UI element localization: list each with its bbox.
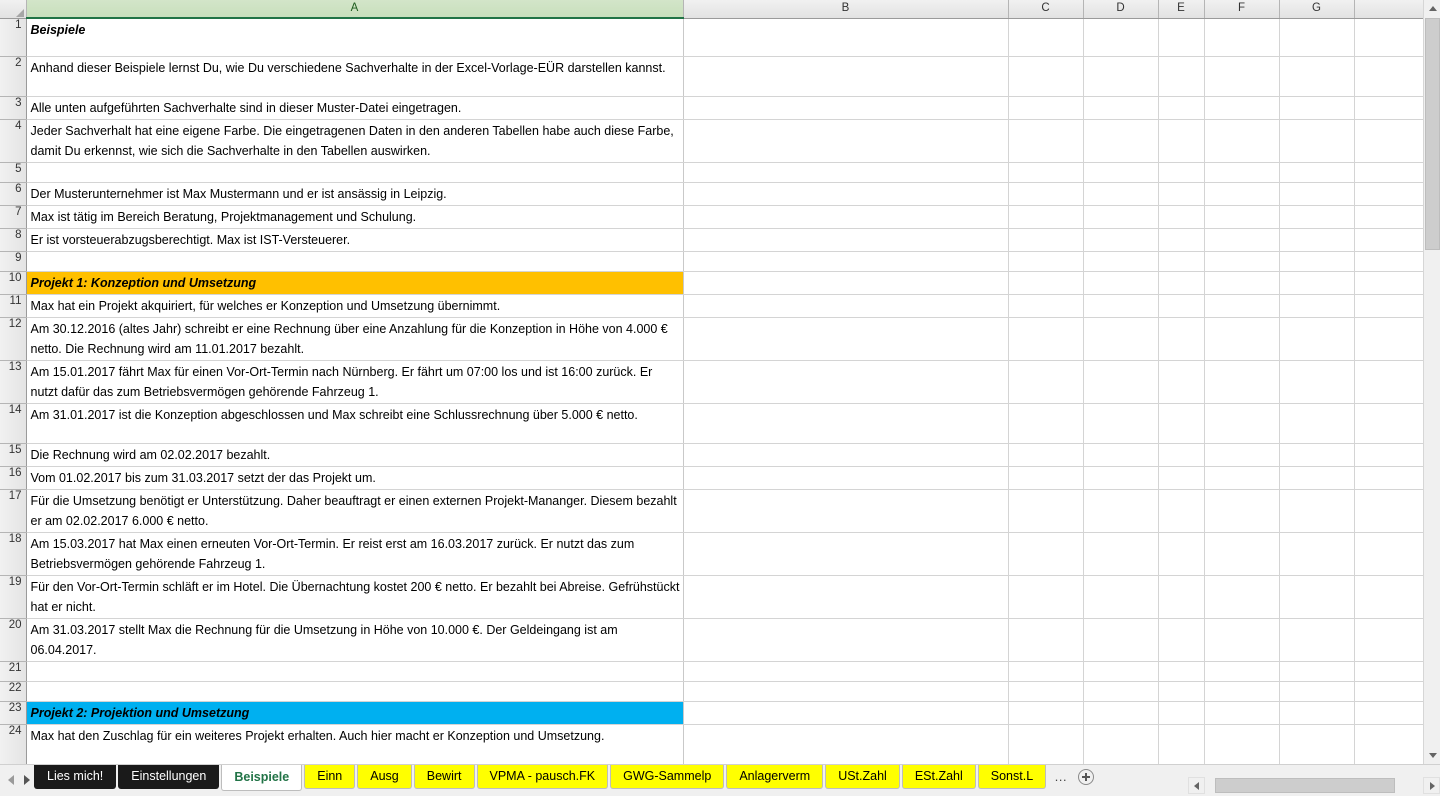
cell-H14[interactable] bbox=[1354, 403, 1423, 443]
cell-A21[interactable] bbox=[26, 661, 683, 681]
cell-C18[interactable] bbox=[1008, 532, 1083, 575]
cell-D8[interactable] bbox=[1083, 228, 1158, 251]
cell-A5[interactable] bbox=[26, 162, 683, 182]
select-all-triangle-icon bbox=[16, 9, 24, 17]
row-header-7[interactable]: 7 bbox=[0, 205, 26, 228]
cell-A15[interactable]: Die Rechnung wird am 02.02.2017 bezahlt. bbox=[26, 443, 683, 466]
sheet-row[interactable] bbox=[0, 294, 1423, 317]
sheet-row[interactable] bbox=[0, 96, 1423, 119]
cell-G1[interactable] bbox=[1279, 18, 1354, 56]
cell-G12[interactable] bbox=[1279, 317, 1354, 360]
cell-C13[interactable] bbox=[1008, 360, 1083, 403]
sheet-row[interactable] bbox=[0, 360, 1423, 403]
cell-E21[interactable] bbox=[1158, 661, 1204, 681]
row-header-24[interactable]: 24 bbox=[0, 724, 26, 764]
cell-F12[interactable] bbox=[1204, 317, 1279, 360]
cell-C24[interactable] bbox=[1008, 724, 1083, 764]
cell-F24[interactable] bbox=[1204, 724, 1279, 764]
horizontal-scroll-thumb[interactable] bbox=[1215, 778, 1395, 793]
cell-F1[interactable] bbox=[1204, 18, 1279, 56]
cell-D3[interactable] bbox=[1083, 96, 1158, 119]
cell-G23[interactable] bbox=[1279, 701, 1354, 724]
cell-F8[interactable] bbox=[1204, 228, 1279, 251]
cell-G6[interactable] bbox=[1279, 182, 1354, 205]
row-header-1[interactable]: 1 bbox=[0, 18, 26, 56]
cell-E2[interactable] bbox=[1158, 56, 1204, 96]
vertical-scroll-thumb[interactable] bbox=[1425, 18, 1440, 250]
sheet-row[interactable] bbox=[0, 466, 1423, 489]
cell-G19[interactable] bbox=[1279, 575, 1354, 618]
cell-C15[interactable] bbox=[1008, 443, 1083, 466]
cell-D20[interactable] bbox=[1083, 618, 1158, 661]
cell-B24[interactable] bbox=[683, 724, 1008, 764]
cell-G21[interactable] bbox=[1279, 661, 1354, 681]
sheet-row[interactable] bbox=[0, 162, 1423, 182]
cell-D17[interactable] bbox=[1083, 489, 1158, 532]
row-header-17[interactable]: 17 bbox=[0, 489, 26, 532]
cell-E9[interactable] bbox=[1158, 251, 1204, 271]
row-header-9[interactable]: 9 bbox=[0, 251, 26, 271]
cell-B17[interactable] bbox=[683, 489, 1008, 532]
cell-E22[interactable] bbox=[1158, 681, 1204, 701]
cell-D23[interactable] bbox=[1083, 701, 1158, 724]
sheet-row[interactable] bbox=[0, 575, 1423, 618]
cell-A24[interactable]: Max hat den Zuschlag für ein weiteres Projekt erhalten. Auch hier macht er Konzeption und Umsetzung. bbox=[26, 724, 683, 764]
cell-F3[interactable] bbox=[1204, 96, 1279, 119]
row-header-16[interactable]: 16 bbox=[0, 466, 26, 489]
sheet-body[interactable] bbox=[0, 18, 1423, 764]
scroll-up-button[interactable] bbox=[1424, 0, 1440, 17]
cell-H7[interactable] bbox=[1354, 205, 1423, 228]
cell-E10[interactable] bbox=[1158, 271, 1204, 294]
cell-B11[interactable] bbox=[683, 294, 1008, 317]
hscroll-right-button[interactable] bbox=[1423, 777, 1440, 794]
cell-C3[interactable] bbox=[1008, 96, 1083, 119]
tab-scroll-left-icon[interactable] bbox=[8, 775, 14, 785]
cell-F7[interactable] bbox=[1204, 205, 1279, 228]
cell-C2[interactable] bbox=[1008, 56, 1083, 96]
chevron-down-icon bbox=[1429, 753, 1437, 758]
cell-G16[interactable] bbox=[1279, 466, 1354, 489]
cell-H24[interactable] bbox=[1354, 724, 1423, 764]
vertical-scrollbar[interactable] bbox=[1423, 0, 1440, 764]
cell-G7[interactable] bbox=[1279, 205, 1354, 228]
cell-B10[interactable] bbox=[683, 271, 1008, 294]
sheet-row[interactable] bbox=[0, 182, 1423, 205]
cell-A12[interactable]: Am 30.12.2016 (altes Jahr) schreibt er eine Rechnung über eine Anzahlung für die Konzeption in Höhe von 4.000 € netto. Die Rechnung wird am 11.01.2017 bezahlt. bbox=[26, 317, 683, 360]
row-header-18[interactable]: 18 bbox=[0, 532, 26, 575]
cell-B21[interactable] bbox=[683, 661, 1008, 681]
sheet-row[interactable] bbox=[0, 532, 1423, 575]
cell-C6[interactable] bbox=[1008, 182, 1083, 205]
cell-E11[interactable] bbox=[1158, 294, 1204, 317]
row-header-15[interactable]: 15 bbox=[0, 443, 26, 466]
cell-H1[interactable] bbox=[1354, 18, 1423, 56]
cell-A18[interactable]: Am 15.03.2017 hat Max einen erneuten Vor-Ort-Termin. Er reist erst am 16.03.2017 zurück. Er nutzt das zum Betriebsvermögen gehörende Fahrzeug 1. bbox=[26, 532, 683, 575]
cell-A3[interactable]: Alle unten aufgeführten Sachverhalte sind in dieser Muster-Datei eingetragen. bbox=[26, 96, 683, 119]
cell-B18[interactable] bbox=[683, 532, 1008, 575]
row-header-6[interactable]: 6 bbox=[0, 182, 26, 205]
cell-B14[interactable] bbox=[683, 403, 1008, 443]
cell-H11[interactable] bbox=[1354, 294, 1423, 317]
row-header-20[interactable]: 20 bbox=[0, 618, 26, 661]
cell-D14[interactable] bbox=[1083, 403, 1158, 443]
cell-A11[interactable]: Max hat ein Projekt akquiriert, für welches er Konzeption und Umsetzung übernimmt. bbox=[26, 294, 683, 317]
cell-F19[interactable] bbox=[1204, 575, 1279, 618]
sheet-tabs[interactable] bbox=[34, 765, 1048, 795]
cell-E23[interactable] bbox=[1158, 701, 1204, 724]
cell-D21[interactable] bbox=[1083, 661, 1158, 681]
cell-H15[interactable] bbox=[1354, 443, 1423, 466]
cell-D4[interactable] bbox=[1083, 119, 1158, 162]
cell-B2[interactable] bbox=[683, 56, 1008, 96]
cell-B13[interactable] bbox=[683, 360, 1008, 403]
cell-E4[interactable] bbox=[1158, 119, 1204, 162]
cell-H2[interactable] bbox=[1354, 56, 1423, 96]
row-header-2[interactable]: 2 bbox=[0, 56, 26, 96]
cell-C12[interactable] bbox=[1008, 317, 1083, 360]
cell-A14[interactable]: Am 31.01.2017 ist die Konzeption abgeschlossen und Max schreibt eine Schlussrechnung über 5.000 € netto. bbox=[26, 403, 683, 443]
cell-G18[interactable] bbox=[1279, 532, 1354, 575]
cell-E20[interactable] bbox=[1158, 618, 1204, 661]
column-header-E[interactable]: E bbox=[1158, 0, 1204, 18]
cell-B3[interactable] bbox=[683, 96, 1008, 119]
cell-B23[interactable] bbox=[683, 701, 1008, 724]
cell-E12[interactable] bbox=[1158, 317, 1204, 360]
cell-H8[interactable] bbox=[1354, 228, 1423, 251]
cell-F20[interactable] bbox=[1204, 618, 1279, 661]
cell-B7[interactable] bbox=[683, 205, 1008, 228]
cell-G11[interactable] bbox=[1279, 294, 1354, 317]
plus-v-icon bbox=[1085, 773, 1087, 781]
column-header-D[interactable]: D bbox=[1083, 0, 1158, 18]
cell-F2[interactable] bbox=[1204, 56, 1279, 96]
cell-G4[interactable] bbox=[1279, 119, 1354, 162]
cell-C8[interactable] bbox=[1008, 228, 1083, 251]
cell-F21[interactable] bbox=[1204, 661, 1279, 681]
row-header-21[interactable]: 21 bbox=[0, 661, 26, 681]
cell-D18[interactable] bbox=[1083, 532, 1158, 575]
cell-G2[interactable] bbox=[1279, 56, 1354, 96]
row-header-5[interactable]: 5 bbox=[0, 162, 26, 182]
column-header-B[interactable]: B bbox=[683, 0, 1008, 18]
cell-E18[interactable] bbox=[1158, 532, 1204, 575]
sheet-row[interactable] bbox=[0, 681, 1423, 701]
cell-F18[interactable] bbox=[1204, 532, 1279, 575]
sheet-row[interactable] bbox=[0, 443, 1423, 466]
cell-D16[interactable] bbox=[1083, 466, 1158, 489]
cell-B4[interactable] bbox=[683, 119, 1008, 162]
cell-E7[interactable] bbox=[1158, 205, 1204, 228]
cell-F4[interactable] bbox=[1204, 119, 1279, 162]
cell-H3[interactable] bbox=[1354, 96, 1423, 119]
sheet-tab-einstellungen[interactable]: Einstellungen bbox=[118, 765, 219, 789]
cell-H21[interactable] bbox=[1354, 661, 1423, 681]
sheet-row[interactable] bbox=[0, 56, 1423, 96]
cell-E14[interactable] bbox=[1158, 403, 1204, 443]
cell-B20[interactable] bbox=[683, 618, 1008, 661]
cell-E5[interactable] bbox=[1158, 162, 1204, 182]
chevron-left-icon bbox=[1194, 782, 1199, 790]
cell-A6[interactable]: Der Musterunternehmer ist Max Mustermann und er ist ansässig in Leipzig. bbox=[26, 182, 683, 205]
cell-G24[interactable] bbox=[1279, 724, 1354, 764]
cell-H4[interactable] bbox=[1354, 119, 1423, 162]
cell-H19[interactable] bbox=[1354, 575, 1423, 618]
cell-D15[interactable] bbox=[1083, 443, 1158, 466]
row-header-11[interactable]: 11 bbox=[0, 294, 26, 317]
sheet-row[interactable] bbox=[0, 489, 1423, 532]
cell-B8[interactable] bbox=[683, 228, 1008, 251]
cell-G8[interactable] bbox=[1279, 228, 1354, 251]
cell-B15[interactable] bbox=[683, 443, 1008, 466]
cell-A4[interactable]: Jeder Sachverhalt hat eine eigene Farbe. Die eingetragenen Daten in den anderen Tabellen habe auch diese Farbe, damit Du erkennst, wie sich die Sachverhalte in den Tabellen auswirken. bbox=[26, 119, 683, 162]
scroll-down-button[interactable] bbox=[1424, 747, 1440, 764]
cell-H5[interactable] bbox=[1354, 162, 1423, 182]
cell-C22[interactable] bbox=[1008, 681, 1083, 701]
cell-H10[interactable] bbox=[1354, 271, 1423, 294]
cell-F15[interactable] bbox=[1204, 443, 1279, 466]
cell-B16[interactable] bbox=[683, 466, 1008, 489]
cell-F13[interactable] bbox=[1204, 360, 1279, 403]
cell-D1[interactable] bbox=[1083, 18, 1158, 56]
cell-B5[interactable] bbox=[683, 162, 1008, 182]
cell-H6[interactable] bbox=[1354, 182, 1423, 205]
horizontal-scrollbar[interactable] bbox=[1188, 777, 1440, 794]
sheet-tab-lies-mich[interactable]: Lies mich! bbox=[34, 765, 116, 789]
cell-D6[interactable] bbox=[1083, 182, 1158, 205]
cell-C20[interactable] bbox=[1008, 618, 1083, 661]
cell-A23[interactable]: Projekt 2: Projektion und Umsetzung bbox=[26, 701, 683, 724]
sheet-tab-overflow[interactable]: … bbox=[1054, 769, 1068, 784]
cell-B9[interactable] bbox=[683, 251, 1008, 271]
cell-H18[interactable] bbox=[1354, 532, 1423, 575]
cell-A19[interactable]: Für den Vor-Ort-Termin schläft er im Hotel. Die Übernachtung kostet 200 € netto. Er bezahlt bei Abreise. Gefrühstückt hat er nicht. bbox=[26, 575, 683, 618]
cell-E15[interactable] bbox=[1158, 443, 1204, 466]
select-all-corner[interactable] bbox=[0, 0, 26, 18]
cell-D7[interactable] bbox=[1083, 205, 1158, 228]
cell-E24[interactable] bbox=[1158, 724, 1204, 764]
sheet-tab-anlagerverm[interactable]: Anlagerverm bbox=[726, 765, 823, 789]
sheet-tab-ust-zahl[interactable]: USt.Zahl bbox=[825, 765, 900, 789]
cell-H9[interactable] bbox=[1354, 251, 1423, 271]
sheet-tab-est-zahl[interactable]: ESt.Zahl bbox=[902, 765, 976, 789]
sheet-row[interactable] bbox=[0, 271, 1423, 294]
column-header-row[interactable] bbox=[0, 0, 1423, 18]
cell-A16[interactable]: Vom 01.02.2017 bis zum 31.03.2017 setzt der das Projekt um. bbox=[26, 466, 683, 489]
sheet-row[interactable] bbox=[0, 403, 1423, 443]
cell-C14[interactable] bbox=[1008, 403, 1083, 443]
sheet-tab-einn[interactable]: Einn bbox=[304, 765, 355, 789]
sheet-tab-vpma-pausch-fk[interactable]: VPMA - pausch.FK bbox=[477, 765, 609, 789]
cell-C19[interactable] bbox=[1008, 575, 1083, 618]
cell-A8[interactable]: Er ist vorsteuerabzugsberechtigt. Max ist IST-Versteuerer. bbox=[26, 228, 683, 251]
cell-A22[interactable] bbox=[26, 681, 683, 701]
chevron-right-icon bbox=[1430, 782, 1435, 790]
cell-F5[interactable] bbox=[1204, 162, 1279, 182]
cell-H20[interactable] bbox=[1354, 618, 1423, 661]
cell-C23[interactable] bbox=[1008, 701, 1083, 724]
cell-C16[interactable] bbox=[1008, 466, 1083, 489]
cell-A20[interactable]: Am 31.03.2017 stellt Max die Rechnung für die Umsetzung in Höhe von 10.000 €. Der Geldeingang ist am 06.04.2017. bbox=[26, 618, 683, 661]
cell-A13[interactable]: Am 15.01.2017 fährt Max für einen Vor-Ort-Termin nach Nürnberg. Er fährt um 07:00 los und ist 16:00 zurück. Er nutzt dafür das zum Betriebsvermögen gehörende Fahrzeug 1. bbox=[26, 360, 683, 403]
cell-D24[interactable] bbox=[1083, 724, 1158, 764]
cell-G22[interactable] bbox=[1279, 681, 1354, 701]
sheet-tab-navigation[interactable] bbox=[0, 765, 34, 795]
cell-G20[interactable] bbox=[1279, 618, 1354, 661]
sheet-tab-bewirt[interactable]: Bewirt bbox=[414, 765, 475, 789]
sheet-row[interactable] bbox=[0, 701, 1423, 724]
cell-C10[interactable] bbox=[1008, 271, 1083, 294]
cell-D11[interactable] bbox=[1083, 294, 1158, 317]
sheet-tab-ausg[interactable]: Ausg bbox=[357, 765, 412, 789]
cell-C5[interactable] bbox=[1008, 162, 1083, 182]
sheet-row[interactable] bbox=[0, 18, 1423, 56]
cell-D2[interactable] bbox=[1083, 56, 1158, 96]
cell-F6[interactable] bbox=[1204, 182, 1279, 205]
cell-D22[interactable] bbox=[1083, 681, 1158, 701]
cell-F17[interactable] bbox=[1204, 489, 1279, 532]
row-header-13[interactable]: 13 bbox=[0, 360, 26, 403]
cell-C9[interactable] bbox=[1008, 251, 1083, 271]
cell-E3[interactable] bbox=[1158, 96, 1204, 119]
cell-C17[interactable] bbox=[1008, 489, 1083, 532]
cell-A2[interactable]: Anhand dieser Beispiele lernst Du, wie Du verschiedene Sachverhalte in der Excel-Vorlage-EÜR darstellen kannst. bbox=[26, 56, 683, 96]
cell-C11[interactable] bbox=[1008, 294, 1083, 317]
sheet-row[interactable] bbox=[0, 251, 1423, 271]
cell-C7[interactable] bbox=[1008, 205, 1083, 228]
cell-F23[interactable] bbox=[1204, 701, 1279, 724]
cell-G3[interactable] bbox=[1279, 96, 1354, 119]
hscroll-track[interactable] bbox=[1207, 778, 1421, 793]
sheet-row[interactable] bbox=[0, 205, 1423, 228]
cell-C21[interactable] bbox=[1008, 661, 1083, 681]
cell-H13[interactable] bbox=[1354, 360, 1423, 403]
cell-H23[interactable] bbox=[1354, 701, 1423, 724]
cell-B12[interactable] bbox=[683, 317, 1008, 360]
sheet-row[interactable] bbox=[0, 317, 1423, 360]
chevron-up-icon bbox=[1429, 6, 1437, 11]
cell-E13[interactable] bbox=[1158, 360, 1204, 403]
cell-E1[interactable] bbox=[1158, 18, 1204, 56]
sheet-row[interactable] bbox=[0, 618, 1423, 661]
cell-H16[interactable] bbox=[1354, 466, 1423, 489]
cell-D9[interactable] bbox=[1083, 251, 1158, 271]
cell-D10[interactable] bbox=[1083, 271, 1158, 294]
cell-G15[interactable] bbox=[1279, 443, 1354, 466]
cell-E19[interactable] bbox=[1158, 575, 1204, 618]
row-header-23[interactable]: 23 bbox=[0, 701, 26, 724]
row-header-14[interactable]: 14 bbox=[0, 403, 26, 443]
cell-A10[interactable]: Projekt 1: Konzeption und Umsetzung bbox=[26, 271, 683, 294]
cell-H12[interactable] bbox=[1354, 317, 1423, 360]
cell-E8[interactable] bbox=[1158, 228, 1204, 251]
column-header-G[interactable]: G bbox=[1279, 0, 1354, 18]
cell-H22[interactable] bbox=[1354, 681, 1423, 701]
column-header-F[interactable]: F bbox=[1204, 0, 1279, 18]
cell-G10[interactable] bbox=[1279, 271, 1354, 294]
column-header-A[interactable]: A bbox=[26, 0, 683, 18]
cell-G9[interactable] bbox=[1279, 251, 1354, 271]
cell-F10[interactable] bbox=[1204, 271, 1279, 294]
cell-A17[interactable]: Für die Umsetzung benötigt er Unterstützung. Daher beauftragt er einen externen Projekt-Mananger. Diesem bezahlt er am 02.02.2017 6.000 € netto. bbox=[26, 489, 683, 532]
cell-C4[interactable] bbox=[1008, 119, 1083, 162]
sheet-row[interactable] bbox=[0, 228, 1423, 251]
cell-F16[interactable] bbox=[1204, 466, 1279, 489]
cell-G5[interactable] bbox=[1279, 162, 1354, 182]
row-header-3[interactable]: 3 bbox=[0, 96, 26, 119]
cell-E17[interactable] bbox=[1158, 489, 1204, 532]
cell-E16[interactable] bbox=[1158, 466, 1204, 489]
row-header-8[interactable]: 8 bbox=[0, 228, 26, 251]
cell-F14[interactable] bbox=[1204, 403, 1279, 443]
sheet-tab-bar[interactable] bbox=[0, 764, 1440, 796]
cell-B1[interactable] bbox=[683, 18, 1008, 56]
cell-F11[interactable] bbox=[1204, 294, 1279, 317]
sheet-row[interactable] bbox=[0, 119, 1423, 162]
sheet-tab-beispiele[interactable]: Beispiele bbox=[221, 765, 302, 791]
hscroll-left-button[interactable] bbox=[1188, 777, 1205, 794]
cell-G13[interactable] bbox=[1279, 360, 1354, 403]
cell-F22[interactable] bbox=[1204, 681, 1279, 701]
sheet-row[interactable] bbox=[0, 661, 1423, 681]
tab-scroll-right-icon[interactable] bbox=[24, 775, 30, 785]
cell-D19[interactable] bbox=[1083, 575, 1158, 618]
cell-G14[interactable] bbox=[1279, 403, 1354, 443]
row-header-19[interactable]: 19 bbox=[0, 575, 26, 618]
cell-A7[interactable]: Max ist tätig im Bereich Beratung, Projektmanagement und Schulung. bbox=[26, 205, 683, 228]
cell-B22[interactable] bbox=[683, 681, 1008, 701]
sheet-tab-sonst-l[interactable]: Sonst.L bbox=[978, 765, 1046, 789]
cell-A1[interactable]: Beispiele bbox=[26, 18, 683, 56]
column-header-H[interactable] bbox=[1354, 0, 1423, 18]
cell-B6[interactable] bbox=[683, 182, 1008, 205]
cell-B19[interactable] bbox=[683, 575, 1008, 618]
cell-F9[interactable] bbox=[1204, 251, 1279, 271]
row-header-22[interactable]: 22 bbox=[0, 681, 26, 701]
cell-D5[interactable] bbox=[1083, 162, 1158, 182]
row-header-4[interactable]: 4 bbox=[0, 119, 26, 162]
row-header-10[interactable]: 10 bbox=[0, 271, 26, 294]
cell-A9[interactable] bbox=[26, 251, 683, 271]
cell-G17[interactable] bbox=[1279, 489, 1354, 532]
cell-H17[interactable] bbox=[1354, 489, 1423, 532]
cell-D13[interactable] bbox=[1083, 360, 1158, 403]
row-header-12[interactable]: 12 bbox=[0, 317, 26, 360]
cell-E6[interactable] bbox=[1158, 182, 1204, 205]
column-header-C[interactable]: C bbox=[1008, 0, 1083, 18]
cell-C1[interactable] bbox=[1008, 18, 1083, 56]
sheet-row[interactable] bbox=[0, 724, 1423, 764]
new-sheet-button[interactable] bbox=[1075, 765, 1097, 789]
sheet-tab-gwg-sammelp[interactable]: GWG-Sammelp bbox=[610, 765, 724, 789]
cell-D12[interactable] bbox=[1083, 317, 1158, 360]
